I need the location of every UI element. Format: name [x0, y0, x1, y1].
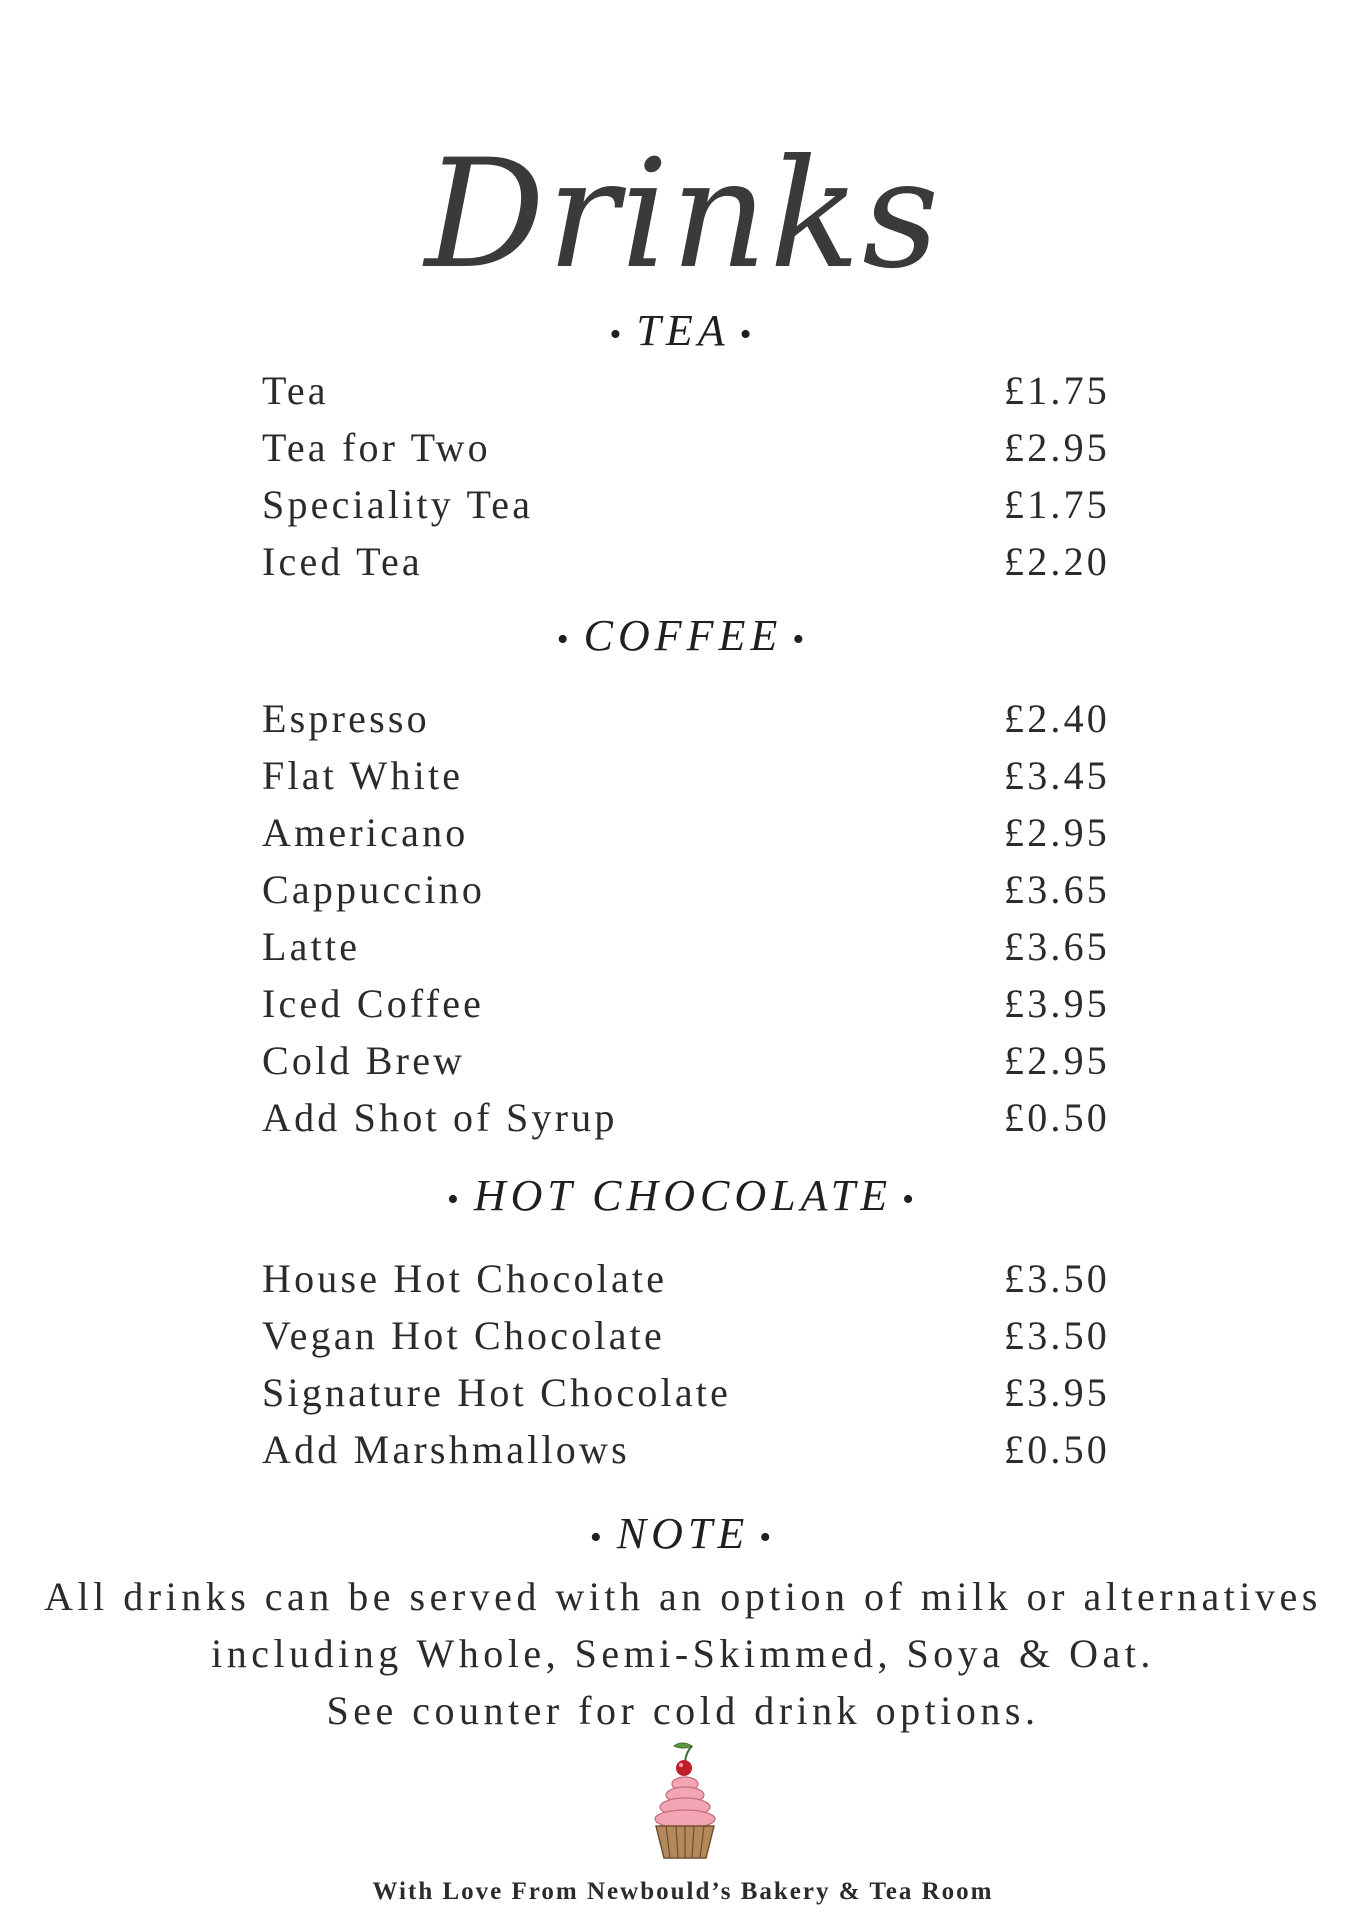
item-price: £3.65 — [1004, 924, 1110, 969]
note-text — [0, 1568, 1366, 1739]
menu-item — [262, 1421, 1110, 1478]
item-price: £0.50 — [1004, 1095, 1110, 1140]
bullet-dot-icon: • — [759, 1518, 777, 1556]
menu-title: Drinks — [424, 128, 942, 302]
section-heading-tea — [0, 305, 1366, 361]
section-heading-coffee — [0, 610, 1366, 666]
section-heading-note — [0, 1508, 1366, 1564]
item-price: £2.95 — [1004, 425, 1110, 470]
item-price: £2.95 — [1004, 810, 1110, 855]
item-price: £3.45 — [1004, 753, 1110, 798]
section-heading-label: TEA — [636, 306, 730, 355]
item-price: £3.95 — [1004, 981, 1110, 1026]
item-name: Vegan Hot Chocolate — [262, 1313, 665, 1358]
item-price: £1.75 — [1004, 368, 1110, 413]
item-name: Add Marshmallows — [262, 1427, 630, 1472]
item-name: Cappuccino — [262, 867, 486, 912]
menu-item — [262, 1032, 1110, 1089]
note-line: including Whole, Semi-Skimmed, Soya & Oat. — [211, 1631, 1155, 1676]
cupcake-cherry-icon — [648, 1740, 722, 1862]
menu-item — [262, 533, 1110, 590]
menu-item — [262, 1089, 1110, 1146]
item-price: £2.40 — [1004, 696, 1110, 741]
menu-item — [262, 747, 1110, 804]
note-line: All drinks can be served with an option of milk or alternatives — [44, 1574, 1322, 1619]
note-line: See counter for cold drink options. — [326, 1688, 1040, 1733]
item-name: Iced Coffee — [262, 981, 485, 1026]
bullet-dot-icon: • — [609, 315, 627, 353]
menu-item — [262, 690, 1110, 747]
item-name: Tea for Two — [262, 425, 491, 470]
item-name: Latte — [262, 924, 361, 969]
menu-item — [262, 476, 1110, 533]
bullet-dot-icon: • — [446, 1180, 464, 1218]
menu-item — [262, 861, 1110, 918]
item-name: Americano — [262, 810, 469, 855]
menu-item — [262, 1250, 1110, 1307]
menu-item — [262, 419, 1110, 476]
hot-chocolate-items-list — [262, 1250, 1110, 1478]
footer-text: With Love From Newbould’s Bakery & Tea Room — [372, 1878, 994, 1905]
bullet-dot-icon: • — [792, 620, 810, 658]
section-heading-label: COFFEE — [583, 611, 783, 660]
item-name: Espresso — [262, 696, 430, 741]
item-name: House Hot Chocolate — [262, 1256, 668, 1301]
item-price: £0.50 — [1004, 1427, 1110, 1472]
item-name: Add Shot of Syrup — [262, 1095, 618, 1140]
item-price: £3.50 — [1004, 1256, 1110, 1301]
section-heading-label: HOT CHOCOLATE — [473, 1171, 893, 1220]
item-price: £2.20 — [1004, 539, 1110, 584]
bullet-dot-icon: • — [902, 1180, 920, 1218]
item-name: Signature Hot Chocolate — [262, 1370, 732, 1415]
item-price: £3.95 — [1004, 1370, 1110, 1415]
coffee-items-list — [262, 690, 1110, 1146]
section-heading-hot-chocolate — [0, 1170, 1366, 1226]
item-price: £1.75 — [1004, 482, 1110, 527]
bullet-dot-icon: • — [739, 315, 757, 353]
item-price: £2.95 — [1004, 1038, 1110, 1083]
item-name: Speciality Tea — [262, 482, 534, 527]
item-price: £3.50 — [1004, 1313, 1110, 1358]
bullet-dot-icon: • — [556, 620, 574, 658]
menu-item — [262, 1364, 1110, 1421]
item-name: Flat White — [262, 753, 464, 798]
menu-item — [262, 362, 1110, 419]
section-heading-label: NOTE — [616, 1509, 750, 1558]
menu-item — [262, 804, 1110, 861]
bullet-dot-icon: • — [589, 1518, 607, 1556]
tea-items-list — [262, 362, 1110, 590]
item-name: Iced Tea — [262, 539, 423, 584]
item-name: Tea — [262, 368, 329, 413]
menu-item — [262, 975, 1110, 1032]
menu-item — [262, 1307, 1110, 1364]
item-name: Cold Brew — [262, 1038, 466, 1083]
menu-item — [262, 918, 1110, 975]
item-price: £3.65 — [1004, 867, 1110, 912]
